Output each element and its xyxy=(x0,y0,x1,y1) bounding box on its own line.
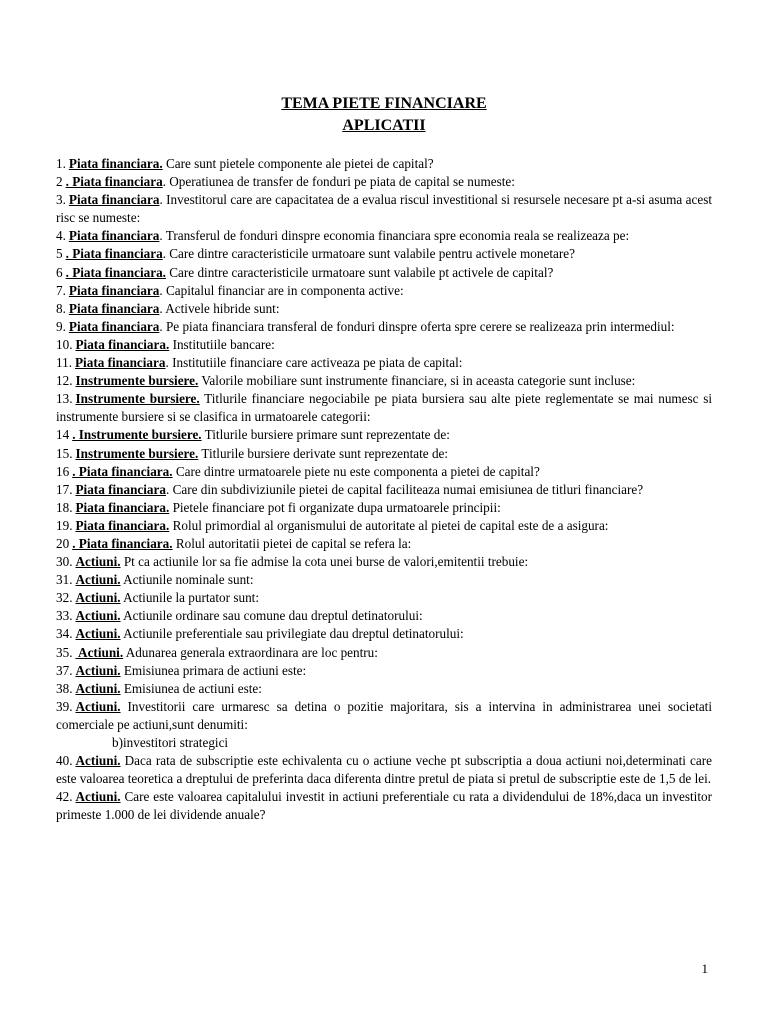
question-category: Actiuni. xyxy=(75,680,121,696)
question-text: Actiunile la purtator sunt: xyxy=(120,590,259,606)
question-text: Care dintre urmatoarele piete nu este componenta a pietei de capital? xyxy=(172,463,540,479)
question-item xyxy=(56,481,712,499)
question-text: Adunarea generala extraordinara are loc pentru: xyxy=(123,644,378,660)
question-number: 8. xyxy=(56,300,66,316)
question-text: Pt ca actiunile lor sa fie admise la cota unei burse de valori,emitentii trebuie: xyxy=(120,554,529,570)
question-number: 32. xyxy=(56,590,73,606)
question-number: 18. xyxy=(56,499,73,515)
question-number: 39. xyxy=(56,698,73,714)
question-text: . Activele hibride sunt: xyxy=(159,300,280,316)
question-text: Actiunile ordinare sau comune dau dreptul detinatorului: xyxy=(120,608,423,624)
question-category: Actiuni. xyxy=(75,662,121,678)
question-number: 3. xyxy=(56,192,66,208)
question-category: Piata financiara xyxy=(75,481,166,497)
question-text: . Pe piata financiara transferal de fonduri dinspre oferta spre cerere se realizeaza prin intermediul: xyxy=(159,318,675,334)
question-list xyxy=(56,155,712,824)
question-category: Instrumente bursiere. xyxy=(75,391,200,407)
question-text: Care dintre caracteristicile urmatoare sunt valabile pt activele de capital? xyxy=(165,264,554,280)
question-text: Emisiunea primara de actiuni este: xyxy=(120,662,307,678)
question-category: Actiuni. xyxy=(75,608,121,624)
question-item xyxy=(56,698,712,734)
question-item xyxy=(56,788,712,824)
question-item xyxy=(56,155,712,173)
page-number: 1 xyxy=(701,961,708,976)
question-number: 9. xyxy=(56,318,66,334)
question-number: 7. xyxy=(56,282,66,298)
question-category: Piata financiara. xyxy=(75,499,170,515)
question-number: 17. xyxy=(56,481,73,497)
question-category: Actiuni. xyxy=(75,626,121,642)
question-item xyxy=(56,191,712,227)
question-number: 16 xyxy=(56,463,70,479)
question-item xyxy=(56,372,712,390)
question-number: 5 xyxy=(56,246,63,262)
question-number: 20 xyxy=(56,535,70,551)
question-number: 6 xyxy=(56,264,63,280)
question-number: 13. xyxy=(56,391,73,407)
question-text: . Care din subdiviziunile pietei de capital faciliteaza numai emisiunea de titluri financiare? xyxy=(165,481,644,497)
question-item xyxy=(56,336,712,354)
question-category: Actiuni. xyxy=(75,789,121,805)
question-item xyxy=(56,318,712,336)
question-category: Actiuni. xyxy=(75,554,121,570)
question-category: Actiuni. xyxy=(75,753,121,769)
question-category: Instrumente bursiere. xyxy=(75,373,199,389)
question-category: . Piata financiara xyxy=(65,174,163,190)
question-item xyxy=(56,680,712,698)
question-item xyxy=(56,553,712,571)
question-category: Piata financiara xyxy=(68,282,160,298)
question-item xyxy=(56,173,712,191)
question-category: Actiuni. xyxy=(75,590,121,606)
question-category: Piata financiara xyxy=(68,300,160,316)
question-number: 31. xyxy=(56,572,73,588)
question-number: 37. xyxy=(56,662,73,678)
question-number: 10. xyxy=(56,336,73,352)
question-number: 4. xyxy=(56,228,66,244)
question-item xyxy=(56,517,712,535)
question-item xyxy=(56,390,712,426)
question-number: 35. xyxy=(56,644,73,660)
question-item xyxy=(56,264,712,282)
question-number: 40. xyxy=(56,753,73,769)
question-category: . Piata financiara. xyxy=(72,535,173,551)
question-item xyxy=(56,463,712,481)
document-title: TEMA PIETE FINANCIARE xyxy=(281,95,487,112)
question-number: 11. xyxy=(56,355,72,371)
question-text: Emisiunea de actiuni este: xyxy=(120,680,262,696)
question-text: Care sunt pietele componente ale pietei de capital? xyxy=(162,156,434,171)
question-category: Piata financiara xyxy=(75,355,166,371)
question-text: . Investitorul care are capacitatea de a evalua riscul investitional si resursele necesare pt a-si asuma acest risc se numeste: xyxy=(56,192,712,226)
question-text: . Operatiunea de transfer de fonduri pe piata de capital se numeste: xyxy=(162,174,515,190)
question-number: 2 xyxy=(56,174,63,190)
question-item xyxy=(56,426,712,444)
question-category: Piata financiara. xyxy=(75,336,170,352)
question-text: Actiunile preferentiale sau privilegiate dau dreptul detinatorului: xyxy=(120,626,464,642)
question-text: . Institutiile financiare care activeaza pe piata de capital: xyxy=(165,355,463,371)
question-item xyxy=(56,227,712,245)
question-category: Instrumente bursiere. xyxy=(75,445,199,461)
question-text: . Care dintre caracteristicile urmatoare sunt valabile pentru activele monetare? xyxy=(162,246,575,262)
question-item xyxy=(56,499,712,517)
question-item xyxy=(56,300,712,318)
question-category: Piata financiara xyxy=(68,318,160,334)
question-text: Titlurile financiare negociabile pe piata bursiera sau alte piete reglementate se mai numesc si instrumente bursiere si se clasifica in urmatoarele categorii: xyxy=(56,391,712,425)
question-number: 15. xyxy=(56,445,73,461)
question-text: Rolul primordial al organismului de autoritate al pietei de capital este de a asigura: xyxy=(169,517,609,533)
question-text: . Transferul de fonduri dinspre economia financiara spre economia reala se realizeaza pe: xyxy=(159,228,630,244)
question-text: Rolul autoritatii pietei de capital se refera la: xyxy=(172,535,412,551)
question-item xyxy=(56,354,712,372)
question-category: . Piata financiara. xyxy=(72,463,173,479)
question-item xyxy=(56,445,712,463)
question-number: 42. xyxy=(56,789,73,805)
question-number: 34. xyxy=(56,626,73,642)
question-text: Institutiile bancare: xyxy=(169,336,275,352)
question-number: 12. xyxy=(56,373,73,389)
question-text: Daca rata de subscriptie este echivalenta cu o actiune veche pt subscriptia a doua actiuni noi,determinati care este valoarea teoretica a dreptului de preferinta daca diferenta dintre pretul de piata si pretul de subscriptie este de 1,5 de lei. xyxy=(56,753,712,787)
question-text: . Capitalul financiar are in componenta active: xyxy=(159,282,404,298)
question-item xyxy=(56,589,712,607)
question-item xyxy=(56,662,712,680)
question-text: Investitorii care urmaresc sa detina o pozitie majoritara, sis a intervina in administrarea unei societati comerciale pe actiuni,sunt denumiti: xyxy=(56,698,712,732)
question-category: . Instrumente bursiere. xyxy=(72,427,202,443)
question-item xyxy=(56,571,712,589)
question-number: 33. xyxy=(56,608,73,624)
question-number: 1. xyxy=(56,156,66,171)
question-number: 38. xyxy=(56,680,73,696)
answer-note: b)investitori strategici xyxy=(112,735,229,750)
question-category: Piata financiara xyxy=(68,228,160,244)
question-category: Actiuni. xyxy=(75,572,121,588)
question-item xyxy=(56,625,712,643)
question-item xyxy=(56,607,712,625)
question-text: Care este valoarea capitalului investit in actiuni preferentiale cu rata a dividendului de 18%,daca un investitor primeste 1.000 de lei dividende anuale? xyxy=(56,789,712,823)
question-text: Titlurile bursiere primare sunt reprezentate de: xyxy=(201,427,450,443)
question-category: Actiuni. xyxy=(75,644,124,660)
question-number: 30. xyxy=(56,554,73,570)
question-category: . Piata financiara xyxy=(65,246,163,262)
question-item xyxy=(56,752,712,788)
question-number: 19. xyxy=(56,517,73,533)
question-text: Pietele financiare pot fi organizate dupa urmatoarele principii: xyxy=(169,499,501,515)
question-category: . Piata financiara. xyxy=(65,264,166,280)
question-text: Valorile mobiliare sunt instrumente financiare, si in aceasta categorie sunt incluse: xyxy=(198,373,636,389)
document-subtitle: APLICATII xyxy=(342,117,426,134)
question-item xyxy=(56,245,712,263)
question-item xyxy=(56,282,712,300)
question-category: Piata financiara. xyxy=(75,517,170,533)
question-category: Piata financiara. xyxy=(68,156,163,171)
question-number: 14 xyxy=(56,427,70,443)
question-text: Titlurile bursiere derivate sunt reprezentate de: xyxy=(198,445,449,461)
question-category: Piata financiara xyxy=(68,192,160,208)
question-text: Actiunile nominale sunt: xyxy=(120,572,254,588)
question-item xyxy=(56,535,712,553)
question-category: Actiuni. xyxy=(75,698,121,714)
question-item xyxy=(56,644,712,662)
